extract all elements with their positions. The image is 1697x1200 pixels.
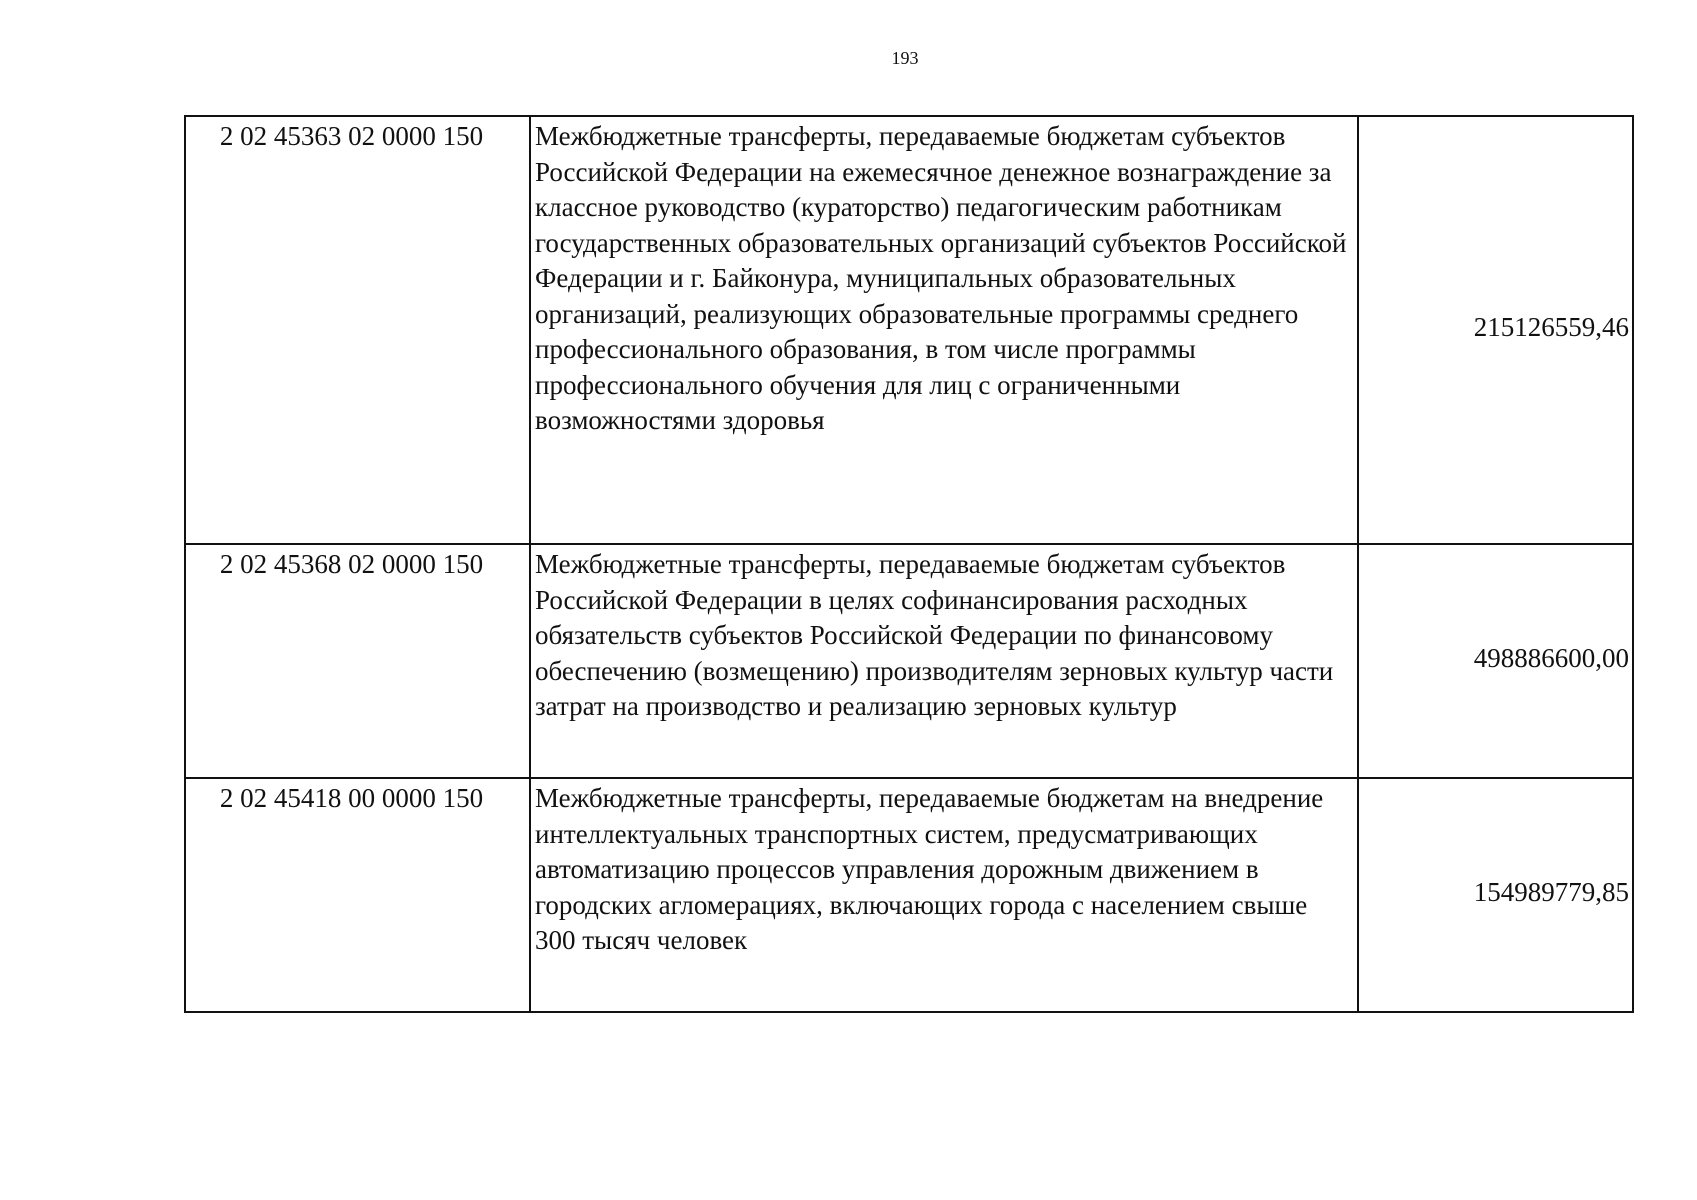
budget-table	[184, 115, 1634, 1013]
description-cell: Межбюджетные трансферты, передаваемые бюджетам на внедрение интеллектуальных транспортных систем, предусматривающих автоматизацию процессов управления дорожным движением в городских агломерациях, включающих города с населением свыше 300 тысяч человек	[530, 778, 1358, 1012]
description-cell: Межбюджетные трансферты, передаваемые бюджетам субъектов Российской Федерации на ежемесячное денежное вознаграждение за классное руководство (кураторство) педагогическим работникам государственных образовательных организаций субъектов Российской Федерации и г. Байконура, муниципальных образовательных организаций, реализующих образовательные программы среднего профессионального образования, в том числе программы профессионального обучения для лиц с ограниченными возможностями здоровья	[530, 116, 1358, 544]
table-row	[185, 544, 1633, 778]
page-number: 193	[891, 48, 919, 68]
budget-code-cell: 2 02 45368 02 0000 150	[185, 544, 530, 778]
table-row	[185, 778, 1633, 1012]
amount-cell: 215126559,46	[1358, 116, 1633, 544]
budget-code-cell: 2 02 45363 02 0000 150	[185, 116, 530, 544]
budget-code-cell: 2 02 45418 00 0000 150	[185, 778, 530, 1012]
description-cell: Межбюджетные трансферты, передаваемые бюджетам субъектов Российской Федерации в целях софинансирования расходных обязательств субъектов Российской Федерации по финансовому обеспечению (возмещению) производителям зерновых культур части затрат на производство и реализацию зерновых культур	[530, 544, 1358, 778]
amount-cell: 154989779,85	[1358, 778, 1633, 1012]
table-row	[185, 116, 1633, 544]
amount-cell: 498886600,00	[1358, 544, 1633, 778]
